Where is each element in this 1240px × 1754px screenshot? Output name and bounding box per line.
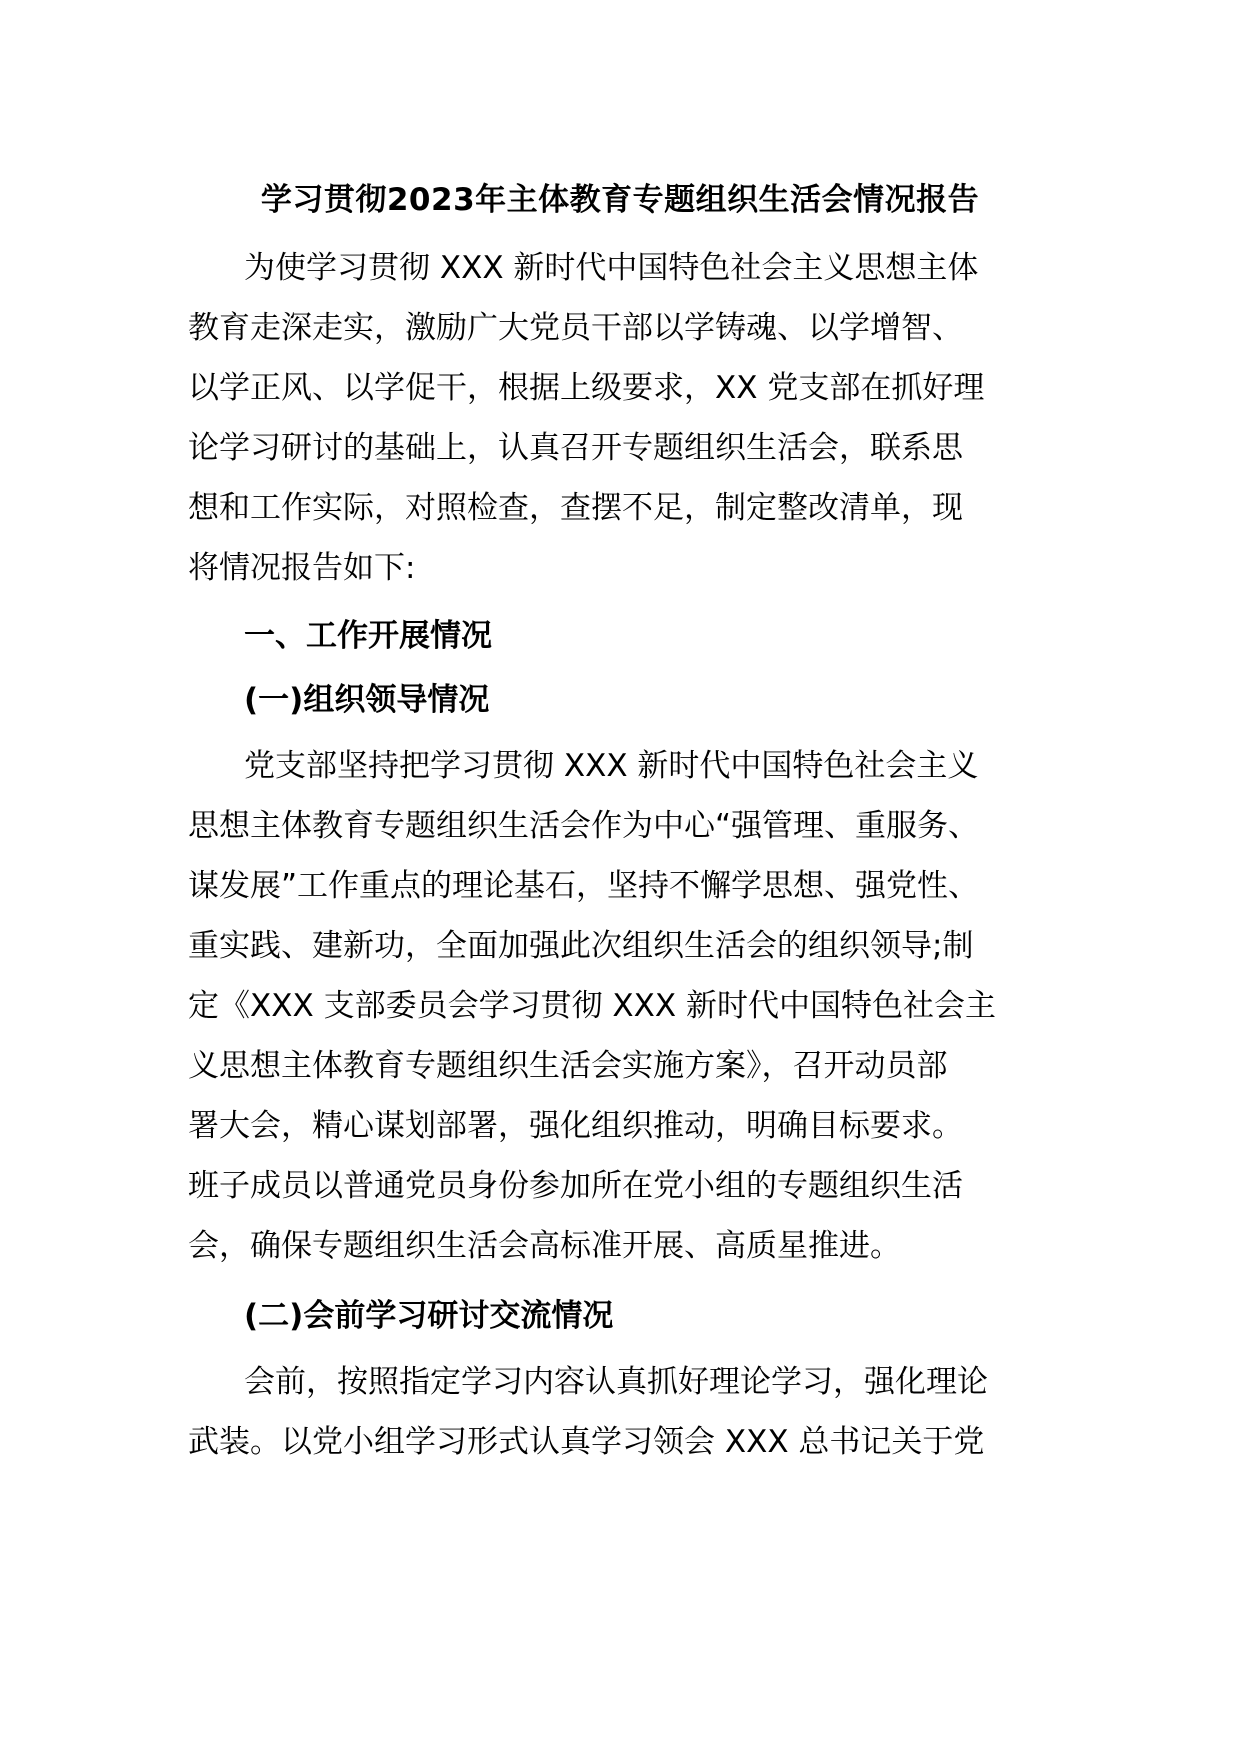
subsection-1-heading: (一)组织领导情况 (244, 682, 490, 718)
subsection-1-line-9: 会，确保专题组织生活会高标准开展、高质星推进。 (188, 1228, 901, 1264)
intro-line-6: 将情况报告如下: (188, 550, 416, 586)
intro-line-5: 想和工作实际，对照检查，查摆不足，制定整改清单，现 (188, 490, 963, 526)
subsection-1-line-6: 义思想主体教育专题组织生活会实施方案》，召开动员部 (188, 1048, 948, 1084)
subsection-1-line-2: 思想主体教育专题组织生活会作为中心“强管理、重服务、 (188, 808, 980, 844)
subsection-2-line-2: 武装。以党小组学习形式认真学习领会 XXX 总书记关于党 (188, 1424, 985, 1460)
subsection-1-line-8: 班子成员以普通党员身份参加所在党小组的专题组织生活 (188, 1168, 963, 1204)
subsection-1-line-4: 重实践、建新功，全面加强此次组织生活会的组织领导;制 (188, 928, 974, 964)
subsection-2-heading: (二)会前学习研讨交流情况 (244, 1298, 614, 1334)
intro-line-4: 论学习研讨的基础上，认真召开专题组织生活会，联系思 (188, 430, 963, 466)
subsection-1-line-5: 定《XXX 支部委员会学习贯彻 XXX 新时代中国特色社会主 (188, 988, 996, 1024)
section-1-heading: 一、工作开展情况 (244, 618, 492, 654)
intro-line-3: 以学正风、以学促干，根据上级要求，XX 党支部在抓好理 (188, 370, 985, 406)
subsection-1-line-7: 署大会，精心谋划部署，强化组织推动，明确目标要求。 (188, 1108, 963, 1144)
subsection-1-line-3: 谋发展”工作重点的理论基石，坚持不懈学思想、强党性、 (188, 868, 980, 904)
subsection-2-line-1: 会前，按照指定学习内容认真抓好理论学习，强化理论 (244, 1364, 988, 1400)
document-title: 学习贯彻2023年主体教育专题组织生活会情况报告 (260, 182, 980, 218)
subsection-1-line-1: 党支部坚持把学习贯彻 XXX 新时代中国特色社会主义 (244, 748, 979, 784)
intro-line-2: 教育走深走实，激励广大党员干部以学铸魂、以学增智、 (188, 310, 963, 346)
intro-line-1: 为使学习贯彻 XXX 新时代中国特色社会主义思想主体 (244, 250, 979, 286)
